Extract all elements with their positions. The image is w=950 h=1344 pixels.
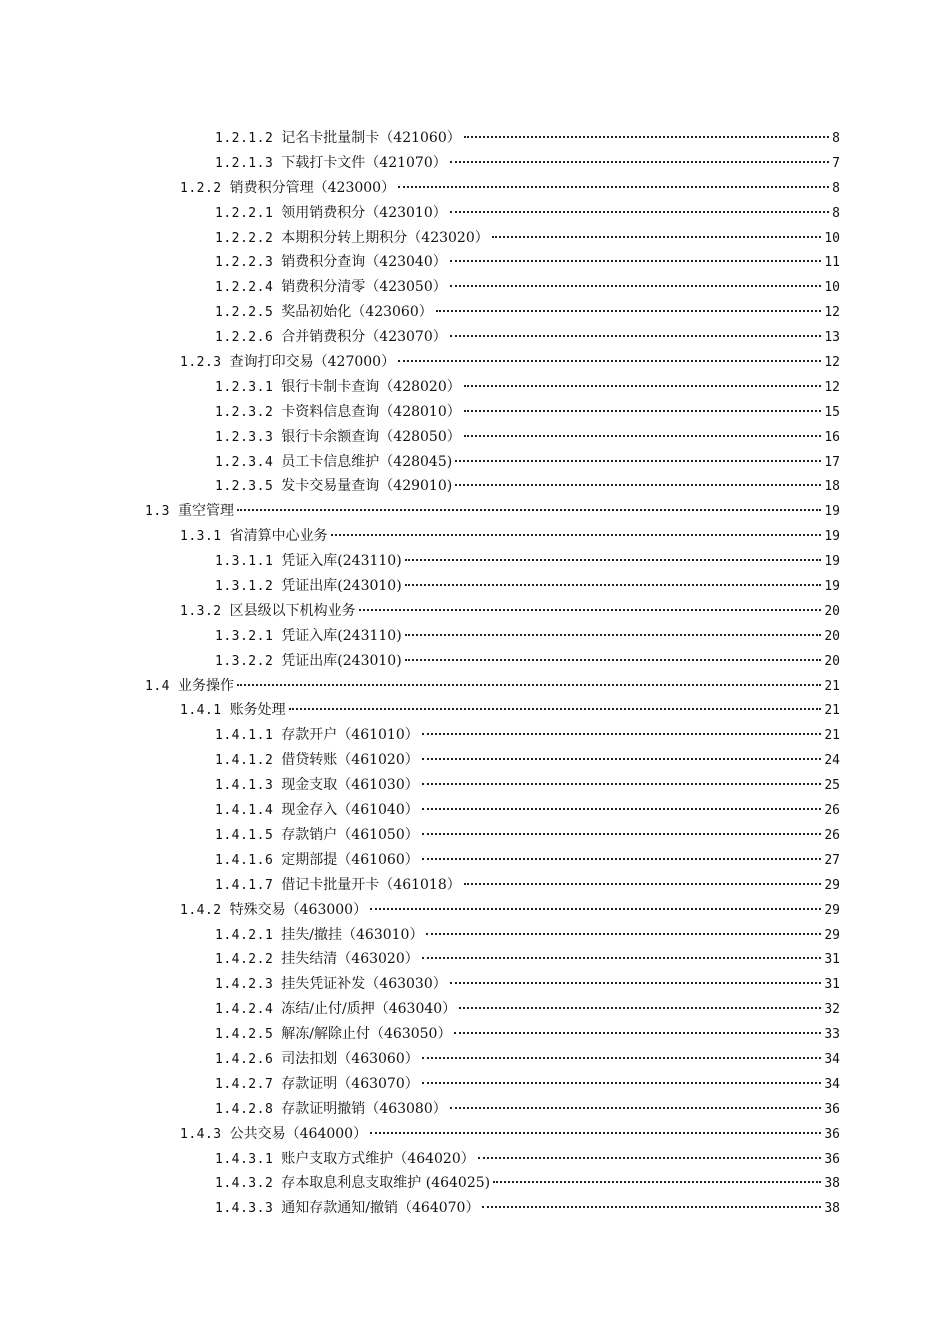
toc-entry-number: 1.3.2.2 <box>215 653 274 669</box>
toc-entry-page: 34 <box>824 1051 840 1067</box>
toc-entry-number: 1.4.3.2 <box>215 1176 274 1192</box>
toc-entry-number: 1.4.3.3 <box>215 1201 274 1217</box>
toc-entry-number: 1.2.2.5 <box>215 305 274 321</box>
toc-entry-number: 1.4.2.2 <box>215 952 274 968</box>
toc-entry-page: 12 <box>824 379 840 395</box>
toc-entry-page: 8 <box>832 205 840 221</box>
toc-entry-page: 31 <box>824 952 840 968</box>
toc-dot-leader <box>455 484 821 486</box>
toc-entry-number: 1.2.2 <box>180 180 222 196</box>
toc-entry-page: 19 <box>824 529 840 545</box>
toc-entry[interactable] <box>0 798 950 823</box>
toc-entry[interactable] <box>0 624 950 649</box>
toc-entry-number: 1.3.1 <box>180 529 222 545</box>
toc-entry[interactable] <box>0 1022 950 1047</box>
toc-entry[interactable] <box>0 1072 950 1097</box>
toc-dot-leader <box>398 360 821 362</box>
toc-entry[interactable] <box>0 250 950 275</box>
toc-entry[interactable] <box>0 873 950 898</box>
toc-entry-page: 12 <box>824 355 840 371</box>
toc-entry-page: 19 <box>824 554 840 570</box>
toc-dot-leader <box>450 285 822 287</box>
toc-entry-number: 1.2.2.4 <box>215 280 274 296</box>
toc-entry-page: 15 <box>824 404 840 420</box>
toc-entry-page: 19 <box>824 504 840 520</box>
toc-dot-leader <box>422 1057 822 1059</box>
toc-entry-title: 销费积分查询（423040） <box>281 254 447 271</box>
toc-entry-page: 34 <box>824 1076 840 1092</box>
toc-entry[interactable] <box>0 201 950 226</box>
toc-entry-page: 26 <box>824 827 840 843</box>
toc-entry-title: 公共交易（464000） <box>229 1125 368 1142</box>
toc-entry-number: 1.3.1.1 <box>215 554 274 570</box>
toc-entry[interactable] <box>0 972 950 997</box>
toc-dot-leader <box>370 908 821 910</box>
toc-entry[interactable] <box>0 275 950 300</box>
toc-entry[interactable] <box>0 1196 950 1221</box>
toc-entry-page: 36 <box>824 1126 840 1142</box>
toc-dot-leader <box>422 957 822 959</box>
toc-dot-leader <box>450 335 822 337</box>
toc-entry-number: 1.2.3.4 <box>215 454 274 470</box>
toc-dot-leader <box>359 609 822 611</box>
toc-entry-number: 1.2.2.2 <box>215 230 274 246</box>
toc-dot-leader <box>464 136 829 138</box>
toc-entry[interactable] <box>0 947 950 972</box>
toc-entry-title: 存款证明（463070） <box>281 1075 419 1092</box>
toc-entry-title: 挂失凭证补发（463030） <box>281 976 447 993</box>
toc-entry-number: 1.3.1.2 <box>215 579 274 595</box>
toc-dot-leader <box>398 186 829 188</box>
toc-dot-leader <box>422 783 822 785</box>
toc-entry-title: 奖品初始化（423060） <box>281 304 433 321</box>
toc-entry[interactable] <box>0 350 950 375</box>
toc-entry-page: 12 <box>824 305 840 321</box>
toc-entry-page: 21 <box>824 678 840 694</box>
toc-entry-number: 1.4.2 <box>180 902 222 918</box>
toc-entry[interactable] <box>0 748 950 773</box>
toc-dot-leader <box>422 1082 822 1084</box>
toc-entry[interactable] <box>0 997 950 1022</box>
toc-entry[interactable] <box>0 1147 950 1172</box>
toc-entry-title: 账户支取方式维护（464020） <box>281 1150 475 1167</box>
toc-dot-leader <box>450 1107 822 1109</box>
toc-entry[interactable] <box>0 674 950 699</box>
toc-entry-page: 19 <box>824 579 840 595</box>
toc-entry-title: 查询打印交易（427000） <box>229 354 396 371</box>
toc-entry-number: 1.4.1.5 <box>215 827 274 843</box>
toc-entry[interactable] <box>0 773 950 798</box>
toc-entry[interactable] <box>0 300 950 325</box>
toc-entry-number: 1.2.2.1 <box>215 205 274 221</box>
toc-dot-leader <box>237 684 821 686</box>
toc-entry-number: 1.3.2.1 <box>215 628 274 644</box>
toc-entry-title: 存款开户（461010） <box>281 727 419 744</box>
toc-entry-number: 1.2.3 <box>180 355 222 371</box>
toc-dot-leader <box>464 435 822 437</box>
toc-entry-page: 7 <box>832 155 840 171</box>
toc-entry[interactable] <box>0 450 950 475</box>
toc-entry[interactable] <box>0 176 950 201</box>
toc-entry-number: 1.4.2.6 <box>215 1051 274 1067</box>
toc-entry-title: 存本取息利息支取维护 (464025) <box>281 1175 491 1192</box>
toc-entry[interactable] <box>0 1171 950 1196</box>
toc-entry[interactable] <box>0 226 950 251</box>
toc-entry-number: 1.4.1.1 <box>215 728 274 744</box>
toc-entry-page: 10 <box>824 230 840 246</box>
toc-dot-leader <box>450 161 829 163</box>
toc-entry-number: 1.4.1.7 <box>215 877 274 893</box>
toc-entry-page: 38 <box>824 1176 840 1192</box>
toc-dot-leader <box>464 410 822 412</box>
toc-entry-number: 1.4.3 <box>180 1126 222 1142</box>
toc-entry-number: 1.2.3.5 <box>215 479 274 495</box>
toc-entry-title: 下载打卡文件（421070） <box>281 154 447 171</box>
toc-entry-number: 1.2.3.3 <box>215 429 274 445</box>
toc-entry-page: 38 <box>824 1201 840 1217</box>
toc-entry[interactable] <box>0 698 950 723</box>
toc-entry-title: 存款证明撤销（463080） <box>281 1100 447 1117</box>
toc-entry[interactable] <box>0 474 950 499</box>
toc-entry-page: 25 <box>824 778 840 794</box>
toc-dot-leader <box>422 833 822 835</box>
toc-entry-title: 账务处理 <box>229 702 286 719</box>
toc-dot-leader <box>478 1157 822 1159</box>
toc-entry[interactable] <box>0 723 950 748</box>
toc-entry-page: 20 <box>824 603 840 619</box>
toc-dot-leader <box>405 634 822 636</box>
toc-entry-page: 8 <box>832 180 840 196</box>
toc-entry-page: 13 <box>824 330 840 346</box>
toc-dot-leader <box>492 236 822 238</box>
toc-entry[interactable] <box>0 400 950 425</box>
toc-dot-leader <box>482 1206 821 1208</box>
toc-entry-title: 凭证入库(243110) <box>281 627 402 644</box>
toc-entry-title: 领用销费积分（423010） <box>281 204 447 221</box>
toc-entry[interactable] <box>0 425 950 450</box>
toc-entry-title: 借贷转账（461020） <box>281 752 419 769</box>
toc-entry-title: 重空管理 <box>177 503 234 520</box>
toc-dot-leader <box>459 1007 821 1009</box>
toc-entry-page: 31 <box>824 977 840 993</box>
toc-dot-leader <box>331 534 822 536</box>
toc-entry-title: 合并销费积分（423070） <box>281 329 447 346</box>
toc-dot-leader <box>422 758 822 760</box>
toc-entry[interactable] <box>0 574 950 599</box>
toc-entry[interactable] <box>0 375 950 400</box>
toc-entry-title: 发卡交易量查询（429010) <box>281 478 453 495</box>
toc-entry-page: 10 <box>824 280 840 296</box>
toc-entry-page: 18 <box>824 479 840 495</box>
toc-entry-number: 1.4.2.5 <box>215 1027 274 1043</box>
toc-entry-number: 1.2.3.2 <box>215 404 274 420</box>
toc-entry-page: 29 <box>824 877 840 893</box>
toc-entry-page: 29 <box>824 902 840 918</box>
toc-entry-title: 现金支取（461030） <box>281 777 419 794</box>
toc-entry-number: 1.2.2.3 <box>215 255 274 271</box>
toc-entry-number: 1.4.3.1 <box>215 1151 274 1167</box>
toc-entry-title: 冻结/止付/质押（463040） <box>281 1001 457 1018</box>
toc-entry-page: 24 <box>824 753 840 769</box>
toc-dot-leader <box>370 1132 821 1134</box>
toc-entry-number: 1.4.1.2 <box>215 753 274 769</box>
toc-entry-number: 1.2.1.3 <box>215 155 274 171</box>
toc-entry-title: 卡资料信息查询（428010） <box>281 403 461 420</box>
toc-entry-title: 凭证出库(243010) <box>281 578 402 595</box>
toc-dot-leader <box>422 733 822 735</box>
toc-dot-leader <box>450 260 822 262</box>
toc-entry[interactable] <box>0 649 950 674</box>
toc-dot-leader <box>237 509 821 511</box>
toc-entry[interactable] <box>0 1122 950 1147</box>
toc-entry-title: 现金存入（461040） <box>281 802 419 819</box>
toc-entry-title: 通知存款通知/撤销（464070） <box>281 1200 480 1217</box>
toc-entry[interactable] <box>0 599 950 624</box>
toc-entry-page: 32 <box>824 1002 840 1018</box>
toc-entry-title: 定期部提（461060） <box>281 851 419 868</box>
toc-entry-page: 20 <box>824 653 840 669</box>
toc-entry-number: 1.4.2.3 <box>215 977 274 993</box>
toc-dot-leader <box>289 708 822 710</box>
toc-entry[interactable] <box>0 823 950 848</box>
toc-entry-number: 1.2.1.2 <box>215 131 274 146</box>
toc-entry-number: 1.2.3.1 <box>215 379 274 395</box>
toc-entry-title: 销费积分管理（423000） <box>229 179 396 196</box>
toc-dot-leader <box>464 385 822 387</box>
toc-dot-leader <box>422 808 822 810</box>
toc-entry-number: 1.4.2.1 <box>215 927 274 943</box>
toc-entry-title: 挂失结清（463020） <box>281 951 419 968</box>
toc-entry[interactable] <box>0 549 950 574</box>
toc-entry-title: 特殊交易（463000） <box>229 901 368 918</box>
toc-entry-page: 21 <box>824 703 840 719</box>
toc-entry-title: 凭证入库(243110) <box>281 553 402 570</box>
toc-entry-page: 27 <box>824 852 840 868</box>
toc-entry-page: 20 <box>824 628 840 644</box>
toc-entry-number: 1.2.2.6 <box>215 330 274 346</box>
toc-dot-leader <box>426 933 821 935</box>
toc-entry-page: 11 <box>824 255 840 271</box>
toc-entry-title: 凭证出库(243010) <box>281 652 402 669</box>
toc-entry-number: 1.4.1.6 <box>215 852 274 868</box>
toc-dot-leader <box>422 858 822 860</box>
toc-entry-number: 1.4.1 <box>180 703 222 719</box>
toc-entry-title: 销费积分清零（423050） <box>281 279 447 296</box>
toc-entry-page: 16 <box>824 429 840 445</box>
toc-entry[interactable] <box>0 898 950 923</box>
toc-entry-number: 1.3.2 <box>180 603 222 619</box>
toc-dot-leader <box>405 584 822 586</box>
toc-entry-title: 省清算中心业务 <box>229 528 328 545</box>
toc-entry[interactable] <box>0 1097 950 1122</box>
toc-dot-leader <box>450 982 822 984</box>
toc-entry[interactable] <box>0 1047 950 1072</box>
toc-dot-leader <box>436 310 822 312</box>
toc-entry[interactable] <box>0 151 950 176</box>
toc-entry-number: 1.4.1.3 <box>215 778 274 794</box>
toc-entry-page: 21 <box>824 728 840 744</box>
toc-entry-number: 1.4.2.8 <box>215 1101 274 1117</box>
toc-entry-page: 26 <box>824 803 840 819</box>
toc-entry[interactable] <box>0 126 950 151</box>
toc-dot-leader <box>464 883 822 885</box>
toc-dot-leader <box>455 460 821 462</box>
toc-entry-title: 员工卡信息维护（428045) <box>281 453 453 470</box>
table-of-contents <box>0 126 950 1221</box>
toc-dot-leader <box>450 211 829 213</box>
toc-entry-number: 1.4 <box>145 678 170 694</box>
toc-entry-page: 36 <box>824 1101 840 1117</box>
toc-entry-title: 挂失/撤挂（463010） <box>281 926 424 943</box>
toc-entry-page: 33 <box>824 1027 840 1043</box>
toc-entry-number: 1.4.2.7 <box>215 1076 274 1092</box>
toc-entry-number: 1.4.2.4 <box>215 1002 274 1018</box>
toc-dot-leader <box>405 559 822 561</box>
toc-entry[interactable] <box>0 923 950 948</box>
toc-entry-title: 记名卡批量制卡（421060） <box>281 130 461 146</box>
toc-entry-title: 解冻/解除止付（463050） <box>281 1026 452 1043</box>
toc-entry-number: 1.4.1.4 <box>215 803 274 819</box>
toc-entry-title: 银行卡制卡查询（428020） <box>281 378 461 395</box>
toc-entry-title: 存款销户（461050） <box>281 826 419 843</box>
toc-entry-page: 17 <box>824 454 840 470</box>
toc-entry-title: 司法扣划（463060） <box>281 1050 419 1067</box>
toc-entry-title: 借记卡批量开卡（461018） <box>281 876 461 893</box>
toc-entry-title: 业务操作 <box>177 677 234 694</box>
toc-entry[interactable] <box>0 848 950 873</box>
toc-entry-page: 29 <box>824 927 840 943</box>
toc-entry[interactable] <box>0 325 950 350</box>
toc-entry-page: 36 <box>824 1151 840 1167</box>
toc-entry-number: 1.3 <box>145 504 170 520</box>
toc-entry-title: 区县级以下机构业务 <box>229 602 356 619</box>
toc-entry-page: 8 <box>832 131 840 146</box>
toc-entry[interactable] <box>0 524 950 549</box>
toc-dot-leader <box>493 1181 821 1183</box>
toc-entry-title: 银行卡余额查询（428050） <box>281 428 461 445</box>
toc-dot-leader <box>454 1032 821 1034</box>
toc-entry-title: 本期积分转上期积分（423020） <box>281 229 489 246</box>
toc-dot-leader <box>405 659 822 661</box>
toc-entry[interactable] <box>0 499 950 524</box>
